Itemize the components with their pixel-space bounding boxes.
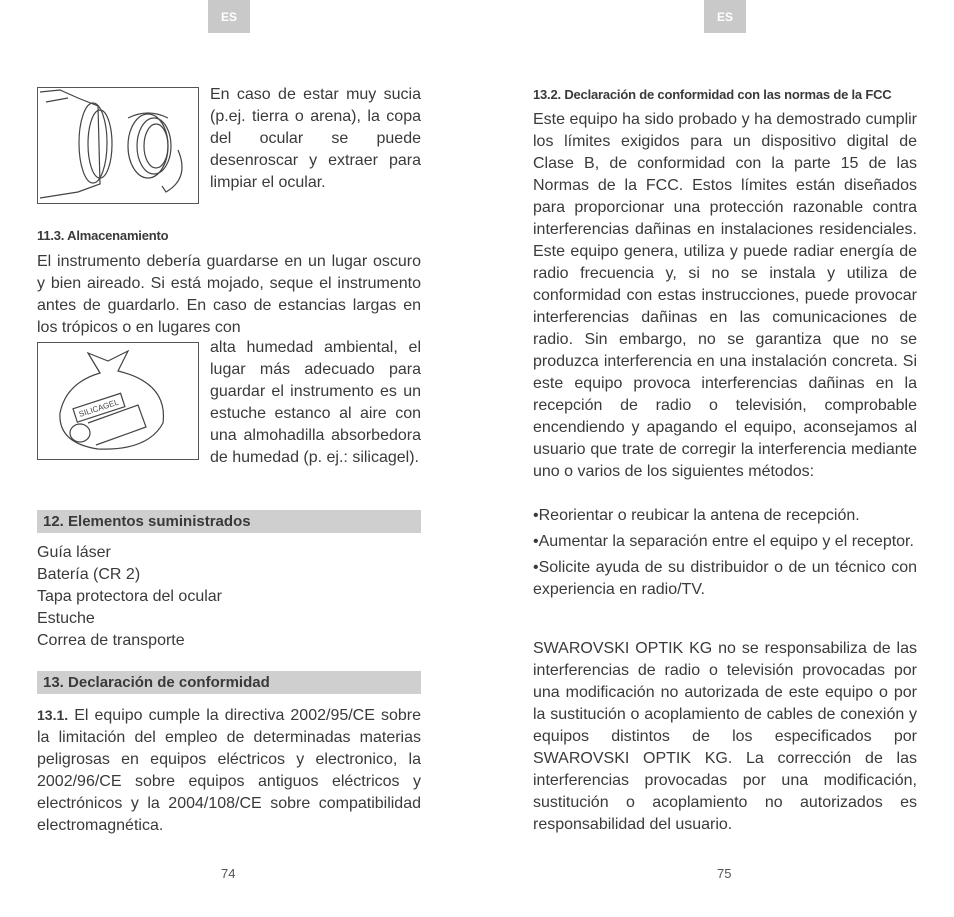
list-item: Estuche: [37, 610, 95, 627]
list-item: Correa de transporte: [37, 632, 185, 649]
storage-paragraph-continued: alta humedad ambiental, el lugar más adecuado para guardar el instrumento es un estuche estanco al aire con una almohadilla absorbedora de humedad (p. ej.: silicagel).: [210, 339, 421, 466]
fcc-heading: 13.2. Declaración de conformidad con las normas de la FCC: [533, 87, 892, 102]
list-item: •Reorientar o reubicar la antena de recepción.: [533, 507, 860, 524]
storage-paragraph: El instrumento debería guardarse en un lugar oscuro y bien aireado. Si está mojado, seque el instrumento antes de guardarlo. En caso de estancias largas en los trópicos o en lugares con: [37, 253, 421, 336]
page-number-left: 74: [221, 866, 236, 881]
list-item: •Solicite ayuda de su distribuidor o de un técnico con experiencia en radio/TV.: [533, 559, 917, 598]
eyepiece-illustration: [37, 87, 199, 204]
conformity-heading: 13. Declaración de conformidad: [37, 671, 421, 694]
supplied-items-heading: 12. Elementos suministrados: [37, 510, 421, 533]
list-item: •Aumentar la separación entre el equipo y el receptor.: [533, 533, 914, 550]
list-item: Batería (CR 2): [37, 566, 141, 583]
storage-heading: 11.3. Almacenamiento: [37, 228, 169, 243]
language-tab-left: ES: [208, 0, 250, 33]
list-item: Guía láser: [37, 544, 111, 561]
list-item: Tapa protectora del ocular: [37, 588, 222, 605]
bag-label: SILICAGEL: [77, 397, 120, 419]
fcc-paragraph: Este equipo ha sido probado y ha demostrado cumplir los límites exigidos para un dispositivo digital de Clase B, de conformidad con la parte 15 de las Normas de la FCC. Estos límites están diseñados para proporcionar una protección razonable contra interferencias dañinas en instalaciones residenciales. Este equipo genera, utiliza y puede radiar energía de radio frecuencia y, si no se instala y utiliza de conformidad con estas instrucciones, puede provocar interferencias dañinas en las comunicaciones de radio. Sin embargo, no se garantiza que no se produzca interferencia en una instalación concreta. Si este equipo provoca interferencias dañinas en la recepción de radio o televisión, comprobable encendiendo y apagando el equipo, aconsejamos al usuario que trate de corregir la interferencia mediante uno o varios de los siguientes métodos:: [533, 111, 917, 480]
language-tab-right: ES: [704, 0, 746, 33]
eyepiece-paragraph: En caso de estar muy sucia (p.ej. tierra o arena), la copa del ocular se puede desenroscar y extraer para limpiar el ocular.: [210, 86, 421, 191]
conformity-paragraph: [37, 704, 421, 837]
conformity-number: 13.1.: [37, 707, 69, 723]
conformity-text: El equipo cumple la directiva 2002/95/CE sobre la limitación del empleo de determinadas materias peligrosas en equipos eléctricos y electronico, la 2002/96/CE sobre equipos antiguos eléctricos y electrónicos y la 2004/108/CE sobre compatibilidad electromagnética.: [37, 707, 421, 834]
silicagel-bag-illustration: [37, 342, 199, 460]
page-number-right: 75: [717, 866, 732, 881]
fcc-bullet-list: [533, 505, 917, 601]
supplied-items-list: [37, 542, 421, 652]
disclaimer-paragraph: SWAROVSKI OPTIK KG no se responsabiliza de las interferencias de radio o televisión provocadas por una modificación no autorizada de este equipo o por la sustitución o acoplamiento de cables de conexión y equipos distintos de los especificados por SWAROVSKI OPTIK KG. La corrección de las interferencias provocadas por una modificación, sustitución o acoplamiento no autorizados es responsabilidad del usuario.: [533, 640, 917, 833]
